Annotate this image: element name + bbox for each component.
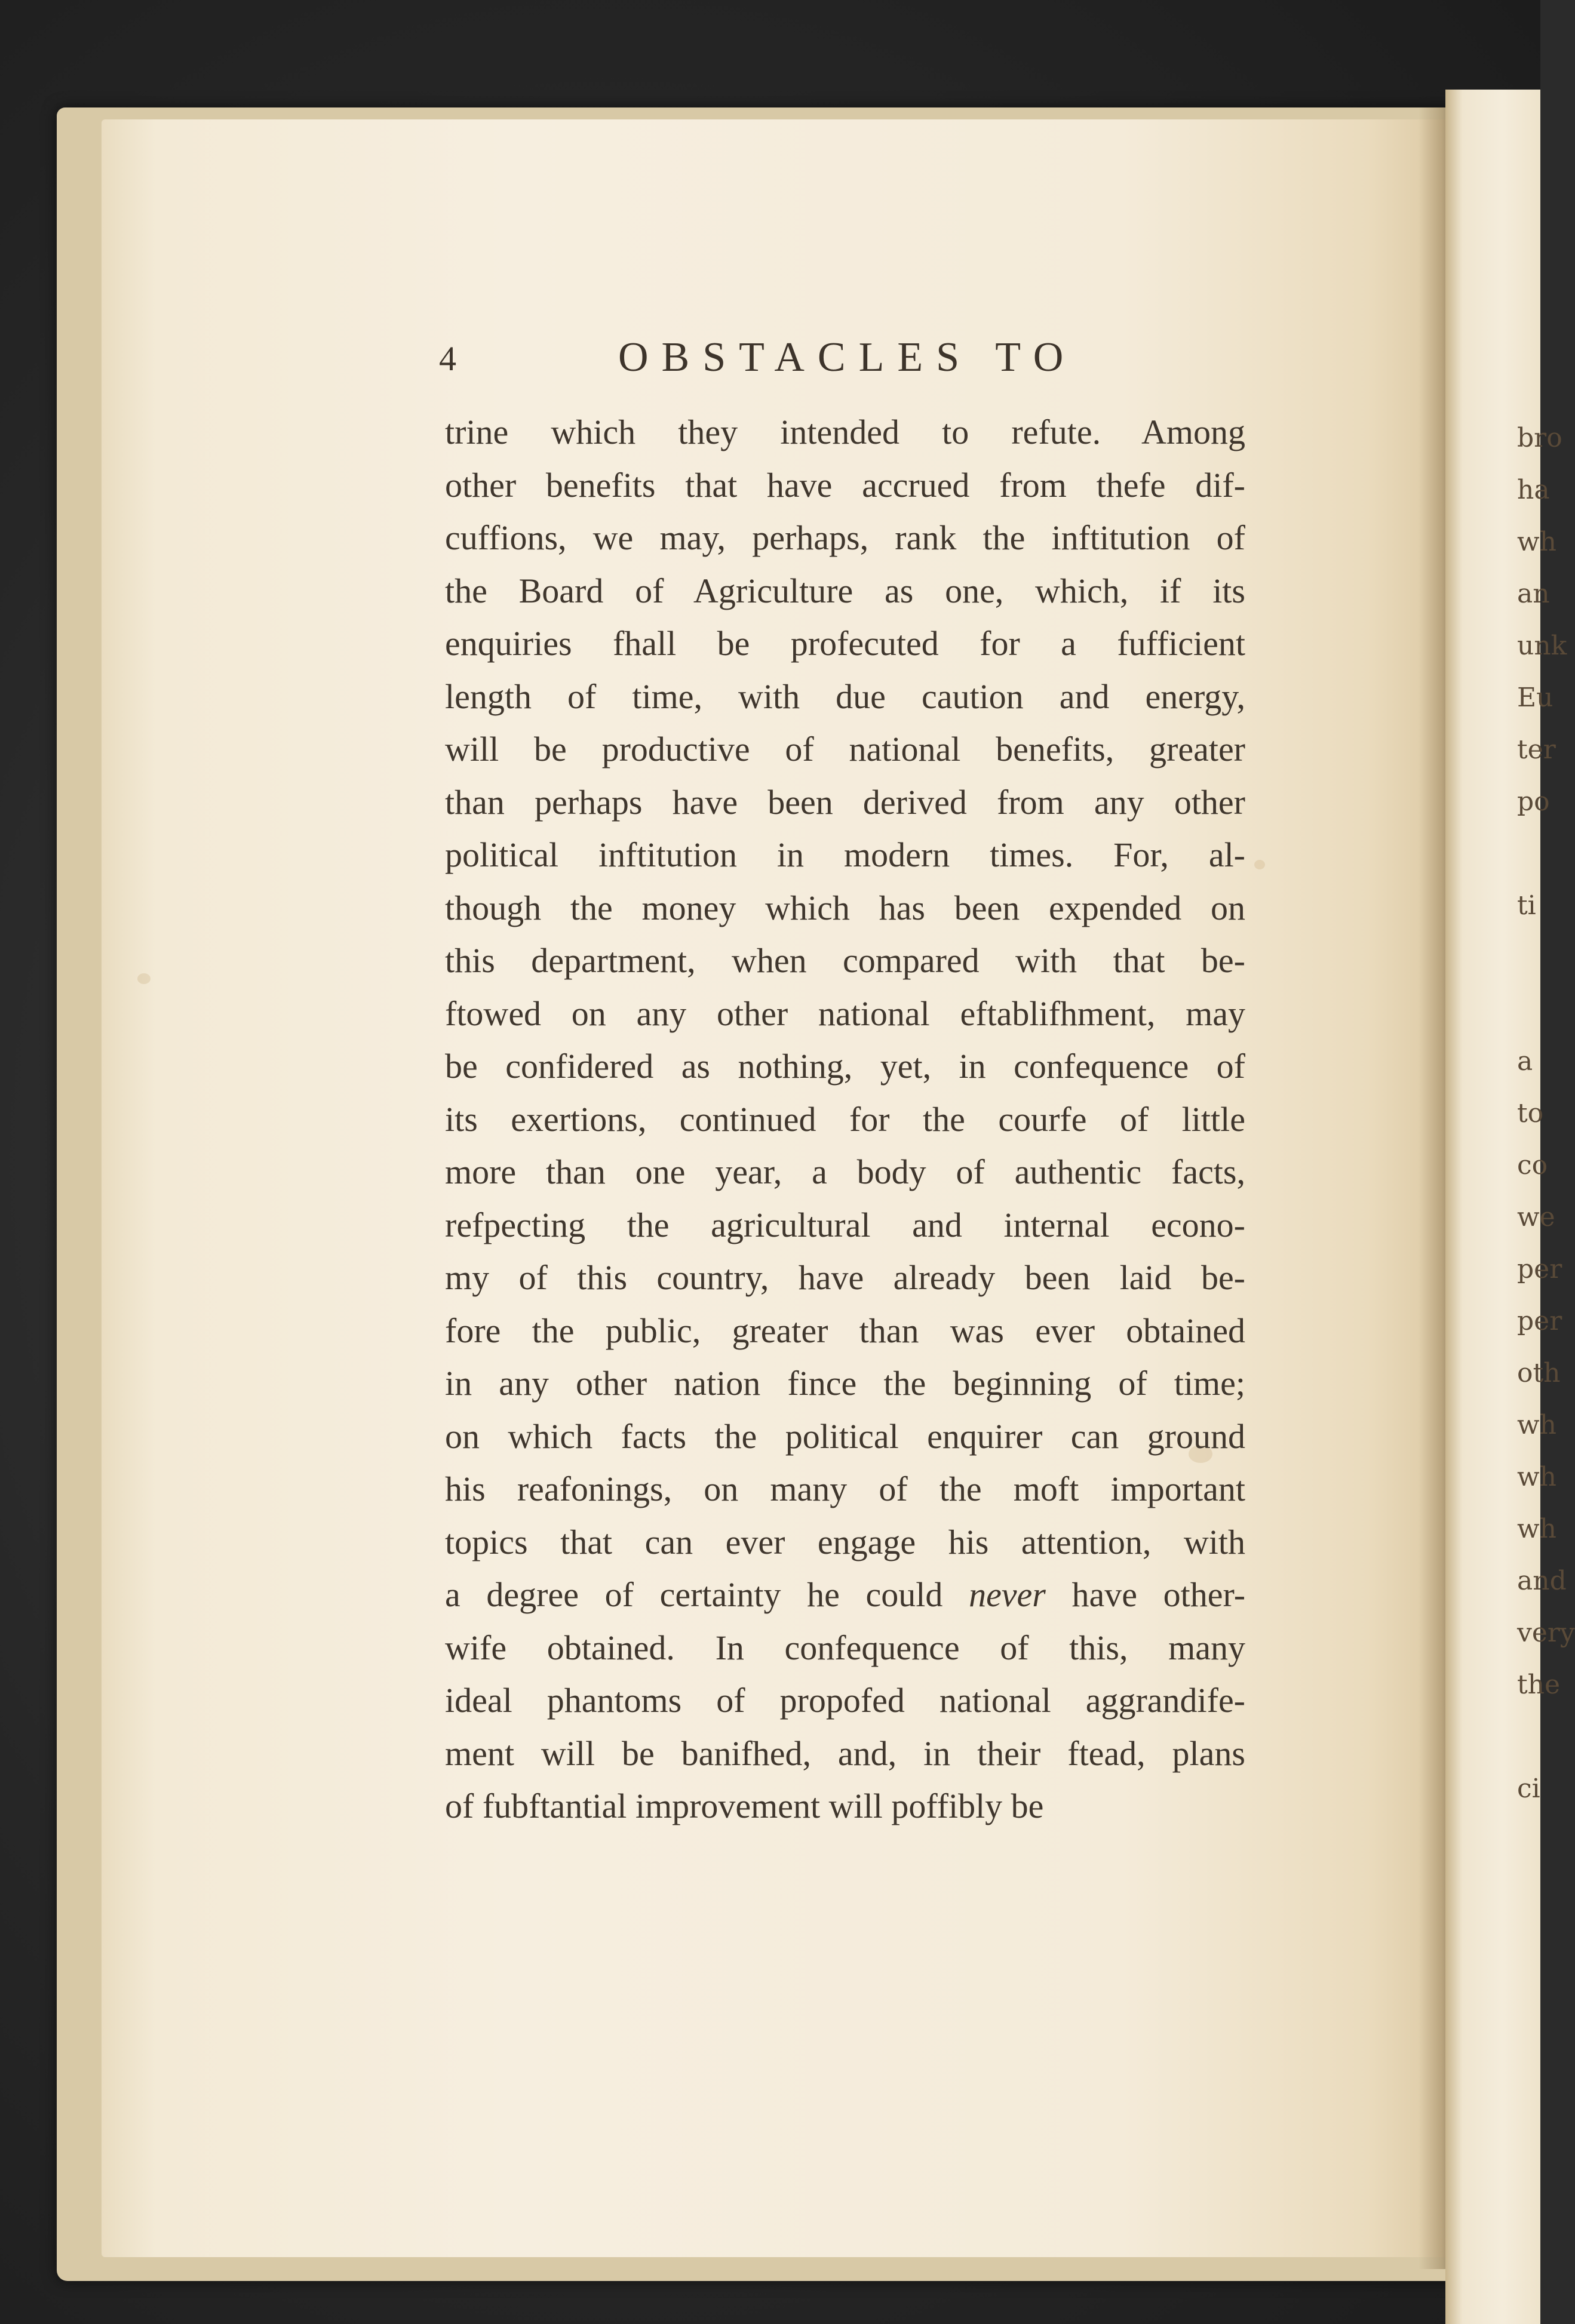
facing-page-fragment: wh [1517,1514,1556,1544]
facing-page-fragment: the [1517,1670,1561,1700]
facing-page-fragment: very [1517,1618,1575,1648]
text-line: ftowed on any other national eftablifhment, may [445,994,1245,1033]
text-line: the Board of Agriculture as one, which, if its [445,571,1245,610]
text-line: my of this country, have already been laid be- [445,1258,1245,1297]
facing-page-fragment [1517,828,1553,880]
facing-page-fragment: to [1517,1098,1544,1129]
facing-page-fragment: oth [1517,1358,1561,1388]
facing-page-fragment: Eu [1517,683,1553,713]
text-line: be confidered as nothing, yet, in confequence of [445,1047,1245,1086]
facing-page-fragment: wh [1517,1462,1556,1492]
text-line: wife obtained. In confequence of this, many [445,1628,1245,1667]
text-line: enquiries fhall be profecuted for a fufficient [445,624,1245,663]
text-line: than perhaps have been derived from any other [445,782,1245,822]
text-line: other benefits that have accrued from thefe dif- [445,465,1245,505]
text-line: cuffions, we may, perhaps, rank the inftitution of [445,518,1245,557]
facing-page-fragment: ha [1517,475,1550,505]
text-line: of fubftantial improvement will poffibly be [445,1787,1044,1825]
facing-page-fragment: ter [1517,734,1556,765]
facing-page-fragment: wh [1517,1410,1556,1440]
text-line: trine which they intended to refute. Among [445,413,1245,451]
italic-word: never [969,1575,1046,1614]
text-line: ment will be banifhed, and, in their ftead, plans [445,1733,1245,1773]
text-line: its exertions, continued for the courfe of little [445,1099,1245,1139]
text-line: fore the public, greater than was ever obtained [445,1311,1245,1350]
text-line: on which facts the political enquirer can ground [445,1416,1245,1456]
text-line: though the money which has been expended on [445,888,1245,927]
text-line: political inftitution in modern times. For, al- [445,835,1245,874]
text-segment: a degree of certainty he could [445,1575,969,1614]
facing-page-fragment: per [1517,1306,1562,1336]
foxing-spot [137,973,151,984]
facing-page-fragment: an [1517,579,1550,609]
text-segment: have other- [1045,1575,1246,1614]
facing-page-fragment [1517,1711,1553,1763]
text-line: will be productive of national benefits, greater [445,730,1245,768]
facing-page-fragment [1517,932,1553,983]
facing-page-fragment: po [1517,786,1550,817]
facing-page-fragment: a [1517,1046,1533,1077]
text-line: this department, when compared with that be- [445,941,1245,980]
text-line: his reafonings, on many of the moft important [445,1470,1245,1508]
text-line [445,1569,1245,1622]
page-header [439,331,1257,397]
text-line: ideal phantoms of propofed national aggrandife- [445,1681,1245,1720]
facing-page-fragment: and [1517,1566,1567,1596]
facing-page-fragment: we [1517,1202,1555,1232]
text-line: topics that can ever engage his attention, with [445,1522,1245,1561]
text-line: in any other nation fince the beginning of time; [445,1364,1245,1403]
facing-page-fragment: unk [1517,631,1567,661]
facing-page-fragment: per [1517,1254,1562,1284]
text-line: length of time, with due caution and energy, [445,677,1245,716]
facing-page-fragment: ci [1517,1773,1540,1804]
facing-page-fragment [1517,983,1553,1035]
facing-page-fragment: ti [1517,890,1536,921]
text-line: refpecting the agricultural and internal econo- [445,1205,1245,1244]
facing-page-fragment: co [1517,1150,1548,1181]
page-number: 4 [439,339,456,378]
foxing-spot [1254,860,1265,869]
text-line: more than one year, a body of authentic facts, [445,1152,1245,1191]
body-text [445,406,1245,1833]
facing-page-fragment: wh [1517,527,1556,557]
facing-page-text [1517,412,1575,1815]
facing-page-fragment: bro [1517,423,1562,453]
running-head: OBSTACLES TO [618,334,1077,380]
